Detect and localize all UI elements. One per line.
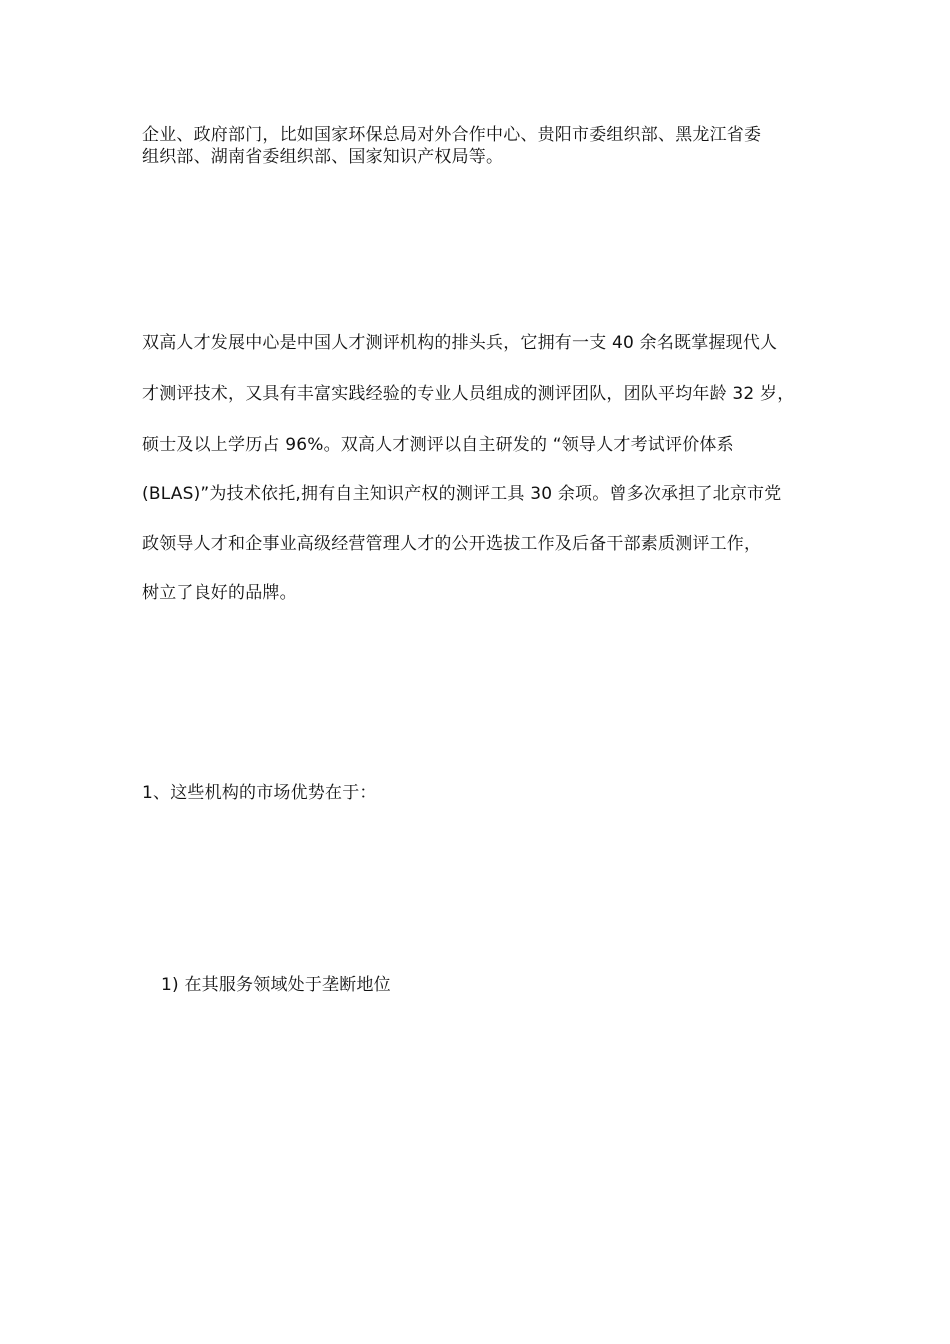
main-paragraph-line-4: (BLAS)”为技术依托,拥有自主知识产权的测评工具 30 余项。曾多次承担了北京市党 xyxy=(142,484,782,504)
subsection-item: 1) 在其服务领域处于垄断地位 xyxy=(161,975,391,995)
main-paragraph-line-6: 树立了良好的品牌。 xyxy=(142,583,297,603)
intro-line-1: 企业、政府部门，比如国家环保总局对外合作中心、贵阳市委组织部、黑龙江省委 xyxy=(142,125,762,145)
main-paragraph-line-1: 双高人才发展中心是中国人才测评机构的排头兵，它拥有一支 40 余名既掌握现代人 xyxy=(142,333,778,353)
intro-line-2: 组织部、湖南省委组织部、国家知识产权局等。 xyxy=(142,147,504,167)
main-paragraph-line-5: 政领导人才和企事业高级经营管理人才的公开选拔工作及后备干部素质测评工作， xyxy=(142,534,762,554)
main-paragraph-line-3: 硕士及以上学历占 96%。双高人才测评以自主研发的 “领导人才考试评价体系 xyxy=(142,435,734,455)
section-heading: 1、这些机构的市场优势在于： xyxy=(142,783,377,803)
main-paragraph-line-2: 才测评技术，又具有丰富实践经验的专业人员组成的测评团队，团队平均年龄 32 岁， xyxy=(142,384,795,404)
